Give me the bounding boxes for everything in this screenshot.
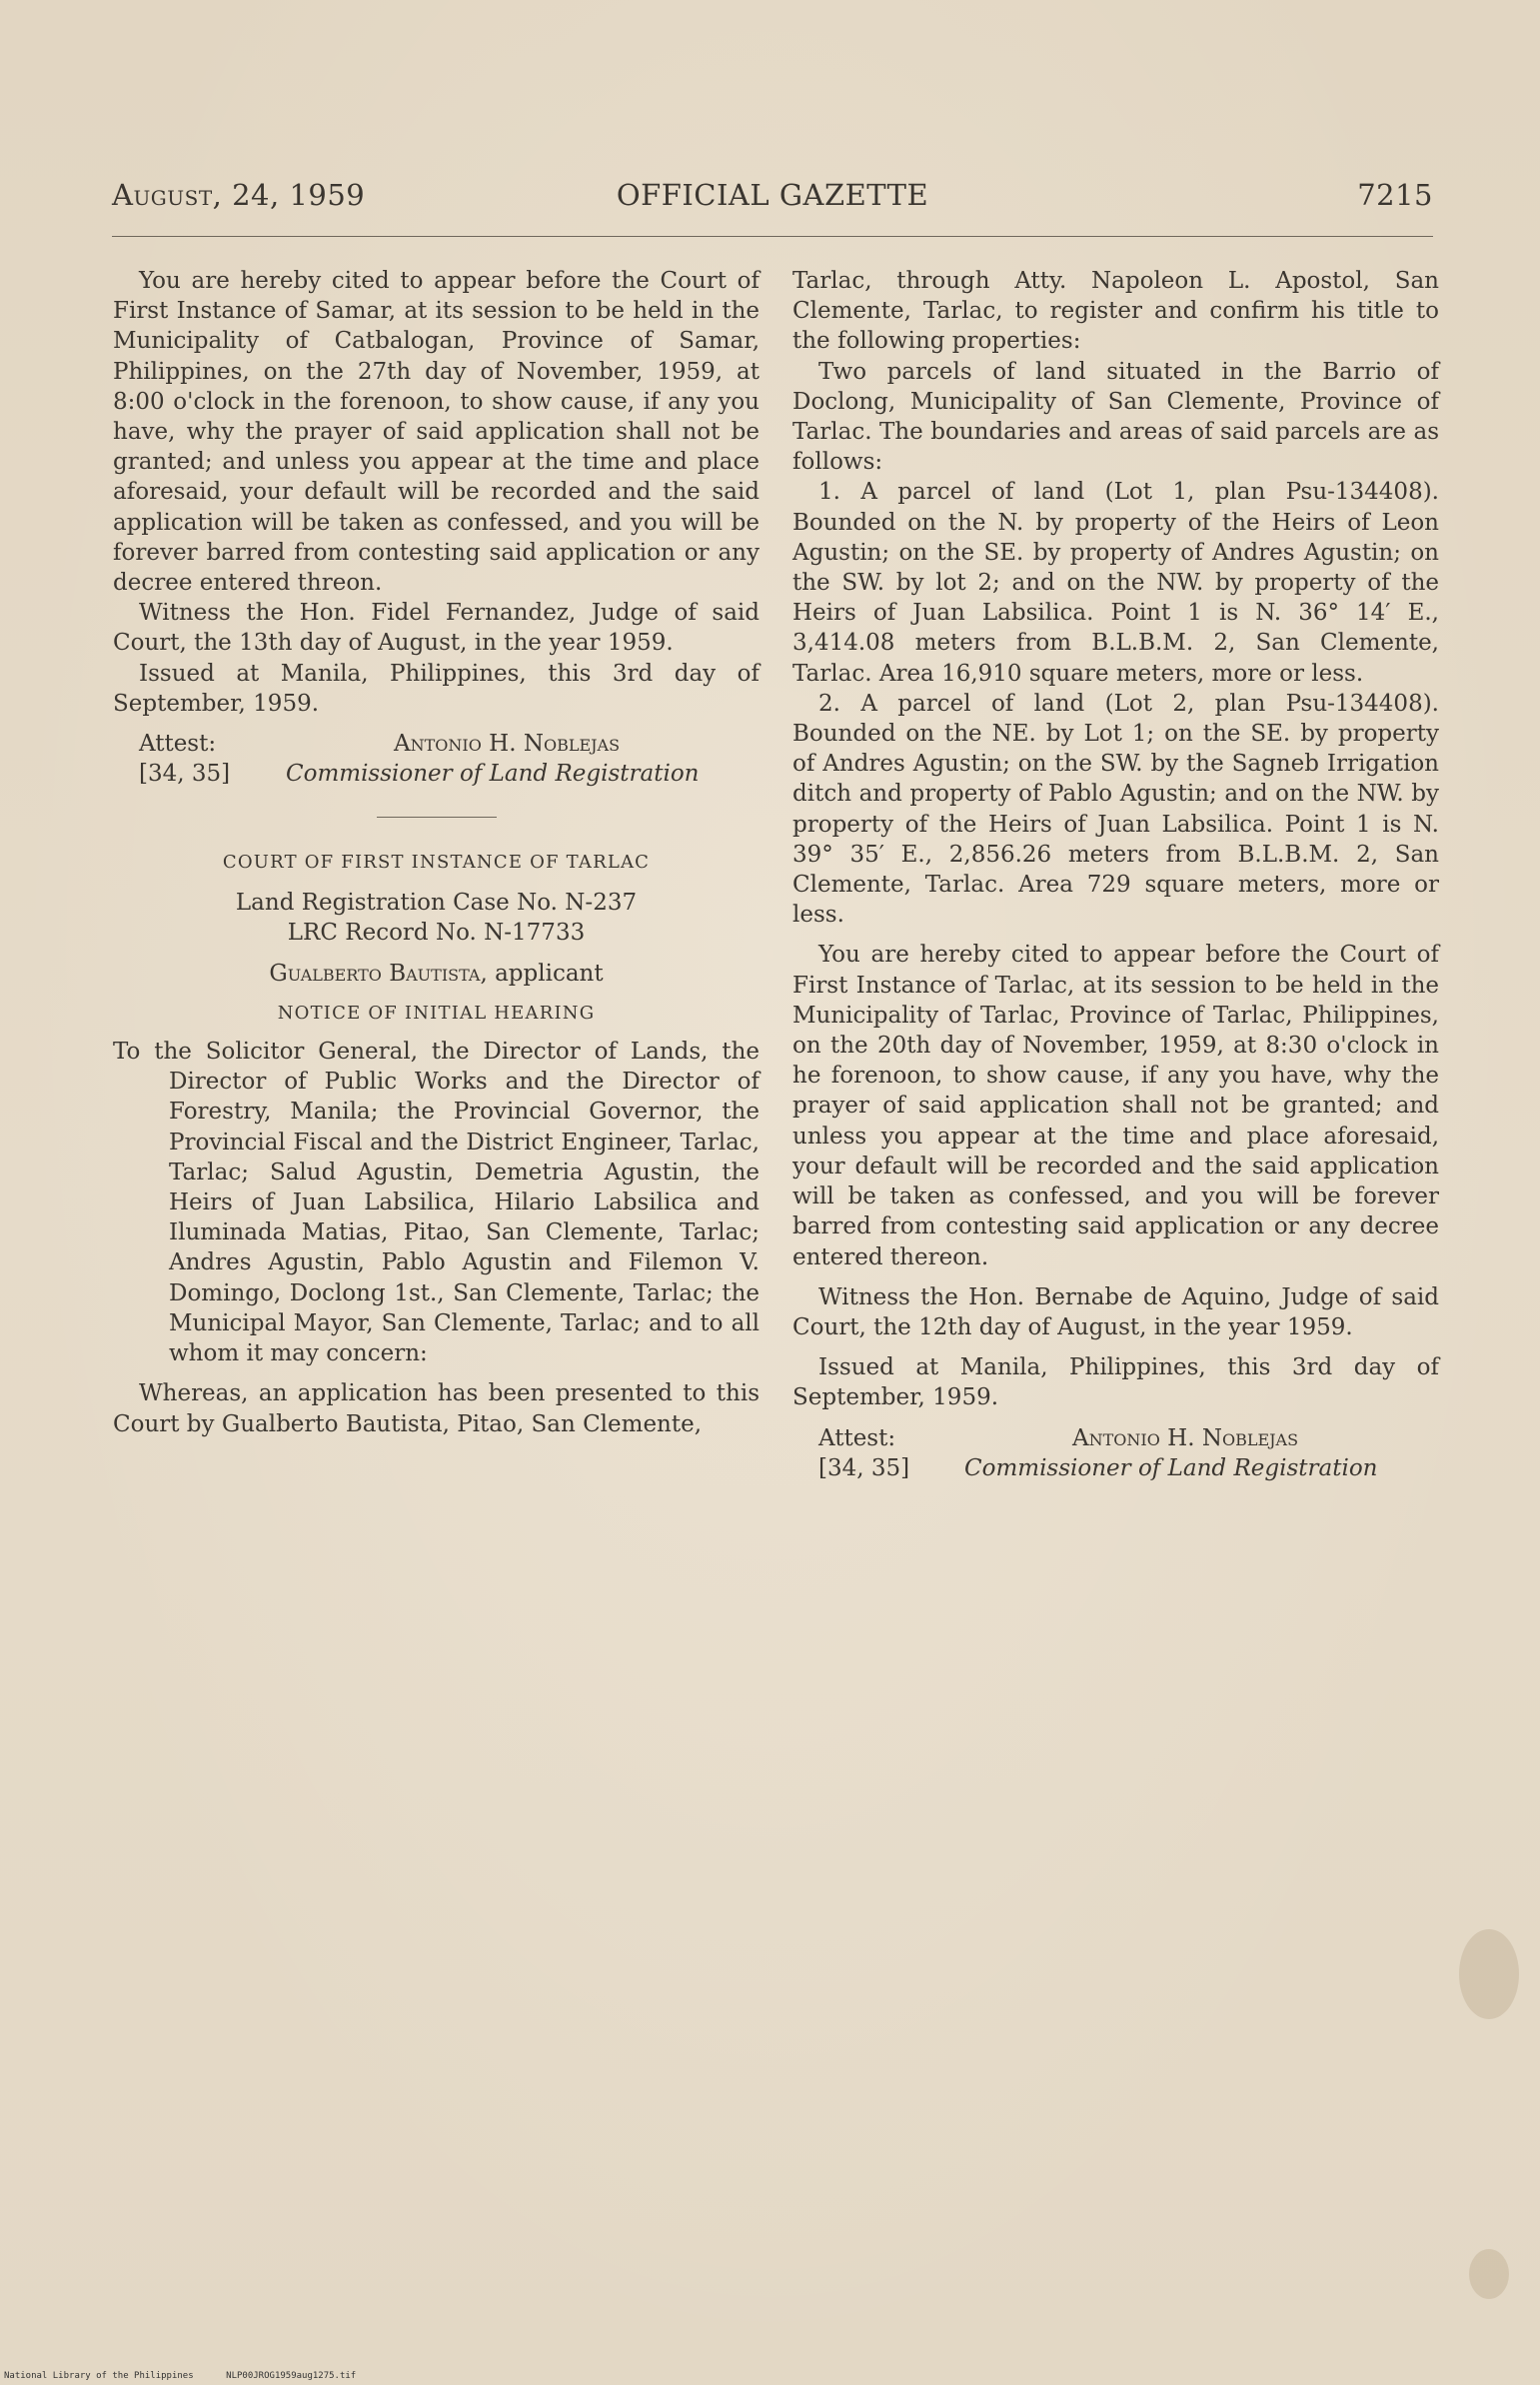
- notice-title: NOTICE OF INITIAL HEARING: [277, 1002, 596, 1024]
- record-number: LRC Record No. N-17733: [287, 920, 586, 947]
- attest-label: Attest:: [139, 731, 217, 758]
- citation-paragraph: You are hereby cited to appear before the Court of First Instance of Tarlac, at its session to be held in the Municipality of Tarlac, Province of Tarlac, Philippines, on the 20th day of November, 1959, at 8:30 o'clock in he forenoon, to show cause, if any you have, why the prayer of said application shall not be granted; and unless you appear at the time and place aforesaid, your default will be recorded and the said application will be taken as confessed, and you will be forever barred from contesting said application or any decree entered thereon.: [792, 942, 1439, 1270]
- signatory-line: [792, 1453, 1439, 1483]
- header-date: August, 24, 1959: [112, 178, 366, 212]
- footer-file-id: NLP00JROG1959aug1275.tif: [226, 2371, 357, 2381]
- applicant-name: Gualberto Bautista,: [269, 960, 488, 987]
- signatory-name: Antonio H. Noblejas: [394, 731, 621, 758]
- paper-stain: [1469, 2249, 1509, 2299]
- case-number: Land Registration Case No. N-237: [235, 890, 638, 917]
- paper-stain: [1459, 1929, 1519, 2019]
- court-heading: COURT OF FIRST INSTANCE OF TARLAC: [222, 852, 651, 874]
- application-continuation: Tarlac, through Atty. Napoleon L. Apostol, San Clemente, Tarlac, to register and confirm his title to the following properties:: [792, 268, 1439, 355]
- signatory-title: Commissioner of Land Registration: [286, 761, 700, 788]
- header-rule: [112, 236, 1433, 237]
- header-page-number: 7215: [1357, 178, 1433, 212]
- signatory-line: [113, 759, 760, 789]
- citation-paragraph: You are hereby cited to appear before the Court of First Instance of Samar, at its session to be held in the Municipality of Catbalogan, Province of Samar, Philippines, on the 27th day of November, 1959, at 8:00 o'clock in the forenoon, to show cause, if any you have, why the prayer of said application shall not be granted; and unless you appear at the time and place aforesaid, your default will be recorded and the said application will be taken as confessed, and you will be forever barred from contesting said application or any decree entered threon.: [113, 268, 760, 597]
- right-column: [792, 266, 1439, 1483]
- signatory-name: Antonio H. Noblejas: [1072, 1424, 1299, 1451]
- footer-library: National Library of the Philippines: [4, 2371, 194, 2381]
- attest-line: [113, 729, 760, 759]
- parcel-2-description: 2. A parcel of land (Lot 2, plan Psu-134408). Bounded on the NE. by Lot 1; on the SE. by property of Andres Agustin; on the SW. by the Sagneb Irrigation ditch and property of Pablo Agustin; and on the NW. by property of the Heirs of Juan Labsilica. Point 1 is N. 39° 35′ E., 2,856.26 meters from B.L.B.M. 2, San Clemente, Tarlac. Area 729 square meters, more or less.: [792, 690, 1439, 929]
- attest-line: [792, 1423, 1439, 1453]
- witness-paragraph: Witness the Hon. Fidel Fernandez, Judge of said Court, the 13th day of August, in the year 1959.: [113, 600, 760, 657]
- applicant-line: [113, 959, 760, 989]
- issued-paragraph: Issued at Manila, Philippines, this 3rd day of September, 1959.: [113, 660, 760, 717]
- attest-label: Attest:: [818, 1424, 896, 1451]
- addressees-paragraph: To the Solicitor General, the Director of Lands, the Director of Public Works and the Director of Forestry, Manila; the Provincial Governor, the Provincial Fiscal and the District Engineer, Tarlac, Tarlac; Salud Agustin, Demetria Agustin, the Heirs of Juan Labsilica, Hilario Labsilica and Iluminada Matias, Pitao, San Clemente, Tarlac; Andres Agustin, Pablo Agustin and Filemon V. Domingo, Doclong 1st., San Clemente, Tarlac; the Municipal Mayor, San Clemente, Tarlac; and to all whom it may concern:: [113, 1039, 760, 1367]
- whereas-paragraph: Whereas, an application has been presented to this Court by Gualberto Bautista, Pitao, San Clemente,: [113, 1380, 760, 1437]
- signatory-title: Commissioner of Land Registration: [964, 1454, 1378, 1481]
- left-column: [113, 266, 760, 1439]
- parcels-intro: Two parcels of land situated in the Barrio of Doclong, Municipality of San Clemente, Province of Tarlac. The boundaries and areas of said parcels are as follows:: [792, 358, 1439, 476]
- issue-reference: [34, 35]: [139, 761, 231, 788]
- page-header: [112, 178, 1433, 222]
- section-divider: [377, 817, 497, 818]
- witness-paragraph: Witness the Hon. Bernabe de Aquino, Judge of said Court, the 12th day of August, in the year 1959.: [792, 1283, 1439, 1340]
- scan-footer: [4, 2371, 356, 2381]
- header-publication: OFFICIAL GAZETTE: [616, 178, 929, 212]
- issued-paragraph: Issued at Manila, Philippines, this 3rd day of September, 1959.: [792, 1354, 1439, 1411]
- parcel-1-description: 1. A parcel of land (Lot 1, plan Psu-134408). Bounded on the N. by property of the Heirs of Leon Agustin; on the SE. by property of Andres Agustin; on the SW. by lot 2; and on the NW. by property of the Heirs of Juan Labsilica. Point 1 is N. 36° 14′ E., 3,414.08 meters from B.L.B.M. 2, San Clemente, Tarlac. Area 16,910 square meters, more or less.: [792, 479, 1439, 687]
- issue-reference: [34, 35]: [818, 1454, 910, 1481]
- applicant-label: applicant: [495, 960, 604, 987]
